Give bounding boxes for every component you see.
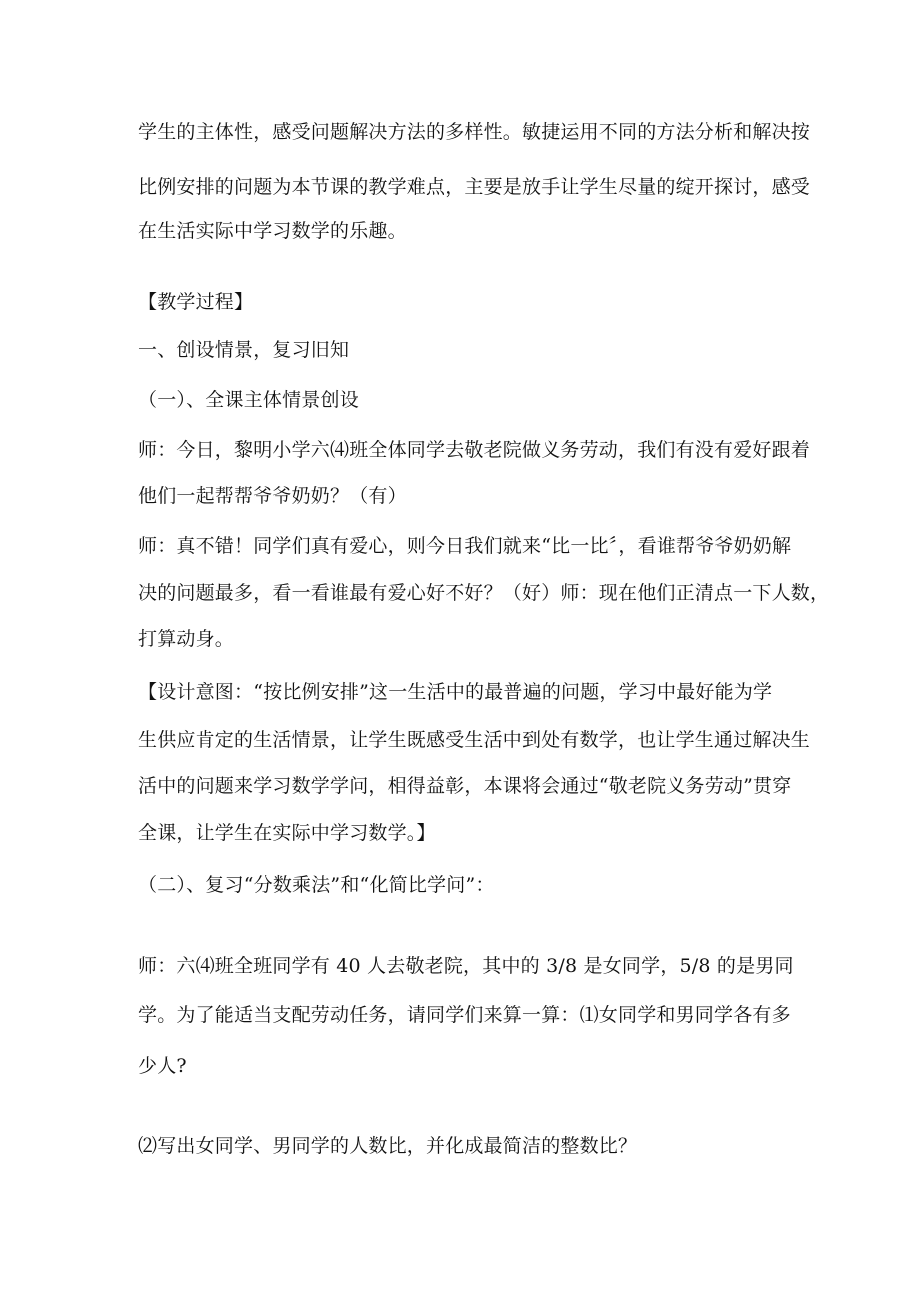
problem-line-2: 学。为了能适当支配劳动任务，请同学们来算一算：⑴女同学和男同学各有多 xyxy=(138,1004,791,1026)
dialogue-one-line-1: 师：今日，黎明小学六⑷班全体同学去敬老院做义务劳动，我们有没有爱好跟着 xyxy=(138,439,811,461)
section-title: 【教学过程】 xyxy=(138,291,254,313)
subsection-two-title: （二）、复习“分数乘法”和“化简比学问”： xyxy=(138,874,495,896)
problem-line-3: 少人? xyxy=(138,1055,187,1077)
question-two: ⑵写出女同学、男同学的人数比，并化成最简洁的整数比？ xyxy=(138,1135,638,1157)
intro-line-3: 在生活实际中学习数学的乐趣。 xyxy=(138,220,407,242)
dialogue-two-line-1: 师：真不错！同学们真有爱心，则今日我们就来“比一比〞，看谁帮爷爷奶奶解 xyxy=(138,535,792,557)
design-intent-line-1: 【设计意图：“按比例安排”这一生活中的最普遍的问题，学习中最好能为学 xyxy=(138,681,773,703)
dialogue-two-line-3: 打算动身。 xyxy=(138,628,235,650)
intro-line-1: 学生的主体性，感受问题解决方法的多样性。敏捷运用不同的方法分析和解决按 xyxy=(138,121,811,143)
dialogue-one-line-2: 他们一起帮帮爷爷奶奶？（有） xyxy=(138,485,407,507)
problem-line-1: 师：六⑷班全班同学有 40 人去敬老院，其中的 3/8 是女同学，5/8 的是男同 xyxy=(138,955,794,977)
dialogue-two-line-2: 决的问题最多，看一看谁最有爱心好不好？（好）师：现在他们正清点一下人数， xyxy=(138,582,830,604)
subsection-one-title: （一）、全课主体情景创设 xyxy=(138,389,359,411)
part-one-title: 一、创设情景，复习旧知 xyxy=(138,339,350,361)
design-intent-line-3: 活中的问题来学习数学学问，相得益彰，本课将会通过“敬老院义务劳动”贯穿 xyxy=(138,775,792,797)
intro-line-2: 比例安排的问题为本节课的教学难点，主要是放手让学生尽量的绽开探讨，感受 xyxy=(138,176,811,198)
design-intent-line-4: 全课，让学生在实际中学习数学。】 xyxy=(138,822,436,844)
design-intent-line-2: 生供应肯定的生活情景，让学生既感受生活中到处有数学，也让学生通过解决生 xyxy=(138,729,811,751)
